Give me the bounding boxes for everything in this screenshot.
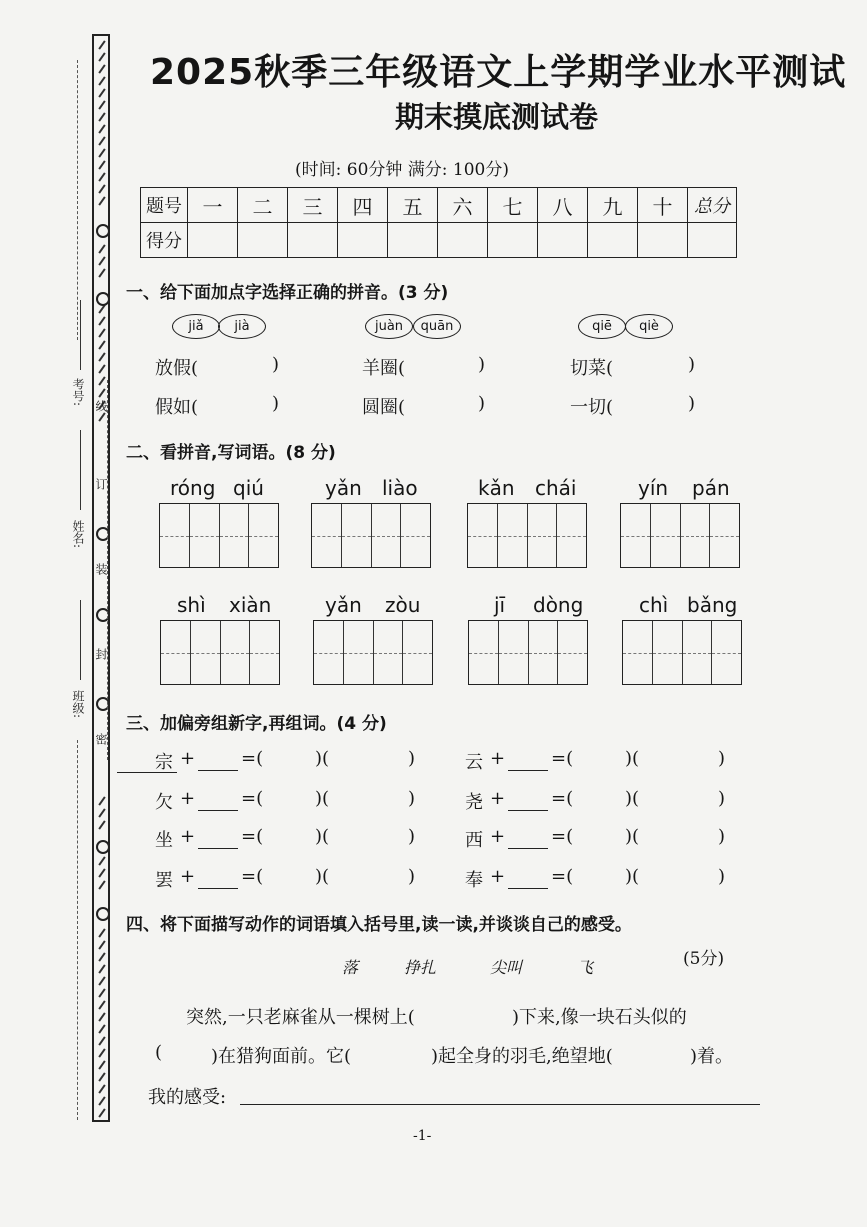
strip-tick [98,184,105,193]
s3-equals: =( [551,826,574,847]
writing-grid[interactable] [313,620,433,685]
s3-equals: =( [241,788,264,809]
strip-char-feng: 封 [94,648,108,660]
strip-tick [98,976,105,985]
score-header-cell: 四 [338,188,388,223]
pinyin-label: zòu [385,593,421,617]
score-cell-total[interactable] [688,223,737,258]
s3-paren[interactable]: )( [625,826,640,847]
score-header-cell: 十 [638,188,688,223]
feeling-label: 我的感受: [148,1087,227,1108]
strip-tick [98,952,105,961]
s3-plus: + [180,748,196,769]
score-cell[interactable] [588,223,638,258]
strip-tick [98,136,105,145]
score-header-cell: 六 [438,188,488,223]
s3-base-char: 尧 [465,792,483,813]
pinyin-label: chì [639,593,669,617]
strip-tick [98,1084,105,1093]
strip-tick [98,328,105,337]
strip-tick [98,1072,105,1081]
strip-tick [98,364,105,373]
strip-char-ding: 订 [94,478,108,490]
s3-paren[interactable]: )( [315,866,330,887]
s3-base-char: 西 [465,830,483,851]
s3-equals: =( [551,788,574,809]
score-table-header-row [141,188,737,223]
section1-heading: 一、给下面加点字选择正确的拼音。(3 分) [126,283,449,303]
strip-tick [98,796,105,805]
pinyin-label: bǎng [687,593,738,617]
name-line [80,430,81,510]
strip-tick [98,1048,105,1057]
writing-grid[interactable] [160,620,280,685]
strip-tick [98,172,105,181]
pinyin-option: qiē [578,314,626,339]
name-label: 姓名: [71,520,85,549]
s4-word: 尖叫 [490,958,523,977]
s3-plus: + [490,748,506,769]
radical-blank[interactable] [508,888,548,889]
strip-tick [98,160,105,169]
s1-word: 圆圈( [362,397,406,418]
radical-blank[interactable] [198,888,238,889]
s3-base-char: 坐 [155,830,173,851]
score-cell[interactable] [388,223,438,258]
s3-base-char: 罢 [155,870,173,891]
strip-tick [98,64,105,73]
score-cell[interactable] [238,223,288,258]
strip-tick [98,856,105,865]
score-header-cell: 一 [188,188,238,223]
s4-text: )起全身的羽毛,绝望地( [431,1046,613,1067]
s1-answer-close[interactable]: ) [688,354,696,375]
strip-tick [98,148,105,157]
strip-tick [98,1060,105,1069]
pinyin-label: yǎn [325,593,362,617]
s3-paren[interactable]: )( [625,866,640,887]
strip-hole-icon [96,224,110,238]
radical-blank[interactable] [198,770,238,771]
cut-line-bottom [77,740,78,1120]
strip-char-mi: 密 [94,733,108,745]
s4-word: 落 [342,958,359,977]
section3-heading: 三、加偏旁组新字,再组词。(4 分) [126,714,387,734]
writing-grid[interactable] [311,503,431,568]
s3-base-char: 欠 [155,792,173,813]
s1-answer-close[interactable]: ) [478,393,486,414]
s3-paren[interactable]: ) [718,866,726,887]
s3-paren[interactable]: ) [718,748,726,769]
s4-word: 挣扎 [404,958,437,977]
s1-answer-close[interactable]: ) [272,354,280,375]
pinyin-option: jià [218,314,266,339]
score-table-score-row [141,223,737,258]
s3-paren[interactable]: )( [625,748,640,769]
score-header-cell: 题号 [141,188,188,223]
strip-tick [98,868,105,877]
strip-tick [98,340,105,349]
writing-grid[interactable] [620,503,740,568]
pinyin-label: liào [382,476,418,500]
s3-base-char: 奉 [465,870,483,891]
s3-equals: =( [551,748,574,769]
s3-equals: =( [551,866,574,887]
strip-tick [98,100,105,109]
s4-word: 飞 [577,958,594,977]
pinyin-label: pán [692,476,730,500]
s4-text: 突然,一只老麻雀从一棵树上( [186,1007,415,1028]
pinyin-label: yǎn [325,476,362,500]
exam-subtitle: 期末摸底测试卷 [395,100,599,134]
writing-grid[interactable] [467,503,587,568]
pinyin-label: yín [638,476,669,500]
s3-equals: =( [241,866,264,887]
score-header-cell: 二 [238,188,288,223]
s3-paren[interactable]: )( [315,826,330,847]
radical-blank[interactable] [508,810,548,811]
class-line [80,600,81,680]
strip-tick [98,412,105,421]
class-label: 班级: [71,690,85,719]
s4-text: ( [155,1042,163,1063]
score-cell[interactable] [488,223,538,258]
exam-number-line [80,300,81,370]
strip-hole-icon [96,292,110,306]
score-row-label: 得分 [141,223,188,258]
strip-char-zhuang: 装 [94,563,108,575]
pinyin-label: chái [535,476,577,500]
strip-tick [98,1108,105,1117]
s3-base-char: 云 [465,752,483,773]
s3-paren[interactable]: ) [408,866,416,887]
s1-word: 切菜( [570,358,614,379]
section4-heading: 四、将下面描写动作的词语填入括号里,读一读,并谈谈自己的感受。 [126,915,632,935]
strip-tick [98,820,105,829]
score-cell[interactable] [538,223,588,258]
pinyin-label: jī [494,593,506,617]
strip-tick [98,964,105,973]
strip-tick [98,1036,105,1045]
radical-blank[interactable] [508,770,548,771]
strip-tick [98,124,105,133]
score-cell[interactable] [188,223,238,258]
pinyin-label: qiú [233,476,264,500]
strip-tick [98,376,105,385]
pinyin-label: shì [177,593,206,617]
s3-paren[interactable]: ) [718,826,726,847]
feeling-answer-line[interactable] [240,1104,760,1105]
strip-tick [98,352,105,361]
strip-tick [98,268,105,277]
strip-tick [98,388,105,397]
exam-title: 2025秋季三年级语文上学期学业水平测试 [150,52,847,93]
score-cell[interactable] [288,223,338,258]
s1-word: 羊圈( [362,358,406,379]
writing-grid[interactable] [159,503,279,568]
s1-word: 放假( [155,358,199,379]
s3-plus: + [180,788,196,809]
radical-blank[interactable] [198,810,238,811]
s3-plus: + [180,826,196,847]
pinyin-option: quān [413,314,461,339]
s3-paren[interactable]: ) [408,748,416,769]
s1-answer-close[interactable]: ) [478,354,486,375]
pinyin-label: róng [170,476,216,500]
s4-text: )在猎狗面前。它( [211,1046,352,1067]
s4-text: )下来,像一块石头似的 [512,1007,687,1028]
radical-blank[interactable] [198,848,238,849]
s4-text: )着。 [690,1046,734,1067]
strip-tick [98,1024,105,1033]
strip-tick [98,1000,105,1009]
s3-plus: + [180,866,196,887]
s3-paren[interactable]: )( [315,788,330,809]
s3-plus: + [490,866,506,887]
strip-tick [98,196,105,205]
s3-paren[interactable]: )( [625,788,640,809]
section2-heading: 二、看拼音,写词语。(8 分) [126,443,336,463]
pinyin-option: jiǎ [172,314,220,339]
s3-paren[interactable]: ) [408,826,416,847]
s1-word: 一切( [570,397,614,418]
s3-base-char: 宗 [155,752,173,773]
strip-tick [98,40,105,49]
strip-hole-icon [96,840,110,854]
strip-tick [98,1012,105,1021]
score-header-cell: 七 [488,188,538,223]
pinyin-label: xiàn [229,593,272,617]
s3-paren[interactable]: ) [408,788,416,809]
strip-tick [98,76,105,85]
strip-tick [98,988,105,997]
score-cell[interactable] [338,223,388,258]
strip-tick [98,52,105,61]
strip-char-xian: 线 [94,400,108,412]
s3-plus: + [490,826,506,847]
score-table [140,187,737,258]
exam-info: (时间: 60分钟 满分: 100分) [295,160,510,180]
writing-grid[interactable] [468,620,588,685]
strip-tick [98,808,105,817]
s1-answer-close[interactable]: ) [272,393,280,414]
strip-tick [98,244,105,253]
pinyin-option: qiè [625,314,673,339]
score-cell[interactable] [438,223,488,258]
radical-blank[interactable] [508,848,548,849]
strip-hole-icon [96,907,110,921]
score-header-cell: 九 [588,188,638,223]
strip-tick [98,316,105,325]
strip-tick [98,112,105,121]
s3-equals: =( [241,748,264,769]
s1-word: 假如( [155,397,199,418]
s3-paren[interactable]: ) [718,788,726,809]
section4-points: (5分) [683,949,725,969]
pinyin-label: kǎn [478,476,515,500]
score-header-cell: 三 [288,188,338,223]
strip-tick [98,940,105,949]
writing-grid[interactable] [622,620,742,685]
underline-decor [117,772,177,773]
pinyin-label: dòng [533,593,584,617]
s1-answer-close[interactable]: ) [688,393,696,414]
exam-number-label: 考号: [71,378,85,407]
strip-tick [98,256,105,265]
score-header-cell: 五 [388,188,438,223]
pinyin-option: juàn [365,314,413,339]
score-header-cell: 总分 [688,188,737,223]
s3-paren[interactable]: )( [315,748,330,769]
s3-equals: =( [241,826,264,847]
strip-tick [98,880,105,889]
page-number: -1- [413,1128,432,1144]
score-cell[interactable] [638,223,688,258]
strip-tick [98,88,105,97]
s3-plus: + [490,788,506,809]
cut-line-top [77,60,78,340]
strip-tick [98,928,105,937]
strip-tick [98,1096,105,1105]
score-header-cell: 八 [538,188,588,223]
